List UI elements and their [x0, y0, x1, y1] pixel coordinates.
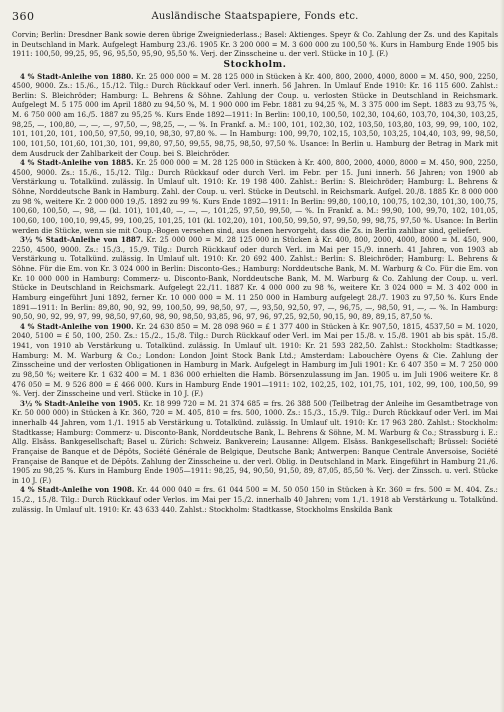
loan-text: Kr. 25 000 000 = M. 28 125 000 in Stücken à Kr. 400, 800, 2000, 4000, 8000 = M. 450, 900, 2250, 4500, 9000. Zs.: 15./6., 15./12. Tilg.: Durch Rückkauf oder durch Verl. im Febr. per 15. Juni innerh. 56 Jahren; von 1900 ab Verstärkung u. Totalkünd. zulässig. In Umlauf ult. 1910: Kr. 19 198 400. Zahlst.: Berlin: S. Bleichröder; Hamburg: L. Behrens & Söhne, Norddeutsche Bank in Hamburg. Zahl. der Coup. u. verl. Stücke in Deutschl. in Reichsmark. Aufgel. 20./8. 1885 Kr. 8 000 000 zu 98 %, weitere Kr. 2 000 000 19./5. 1892 zu 99 %. Kurs Ende 1892—1911: In Berlin: 99,80, 100,10, 100,75, 102,30, 101,30, 100,75, 100,60, 100,50, —, 98, — (kl. 101), 101,40, —, —, —, 101,25, 97,50, 99,50, — %. In Frankf. a. M.: 99,90, 100, 99,70, 102, 101,05, 100,60, 100, 100,10, 99,45, 99, 100,25, 101,25, 101 (kl. 102,20), 101, 100,50, 99,50, 97, 99,50, 99, 98,75, 97,50 %. Usance: In Berlin werden die Stücke, wenn sie mit Coup.-Bogen versehen sind, aus denen hervorgeht, dass die Zs. in Berlin zahlbar sind, geliefert.: [12, 158, 499, 235]
page-header: [12, 10, 498, 30]
loan-paragraph: [12, 485, 498, 514]
loan-text: Kr. 25 000 000 = M. 28 125 000 in Stücken à Kr. 400, 800, 2000, 4000, 8000 = M. 450, 900, 2250, 4500, 9000. Zs.: 15./6., 15./12. Tilg.: Durch Rückkauf oder Verl. innerh. 56 Jahren. In Umlauf Ende 1910: Kr. 16 115 600. Zahlst.: Berlin: S. Bleichröder; Hamburg: L. Behrens & Söhne. Zahlung der Coup. u. verlosten Stücke in Deutschland in Reichsmark. Aufgelegt M. 5 175 000 im April 1880 zu 94,50 %, M. 1 900 000 im Febr. 1881 zu 94,25 %, M. 3 375 000 im Sept. 1883 zu 93,75 %, M. 6 750 000 am 16./5. 1887 zu 95,25 %. Kurs Ende 1892—1911: In Berlin: 100,10, 100,50, 102,30, 104,60, 103,70, 104,30, 103,25, 98,25, —, 100,80, —, —, —, 97,50, —, 98,25, —, — %. In Frankf. a. M.: 100, 101, 102,30, 102, 103,50, 103,80, 103, 99, 99, 100, 102, 101, 101,20, 101, 100,50, 97,50, 99,10, 98,30, 97,80 %. — In Hamburg: 100, 99,70, 102,15, 103,50, 103,25, 104,40, 103, 99, 98,50, 100, 101,50, 101,60, 101,30, 101, 99,80, 97,50, 99,55, 98,75, 98,50, 97,50 %. Usance: In Berlin u. Hamburg der Betrag in Mark mit dem Ausdruck der Zahlbarkeit der Coup. bei S. Bleichröder.: [12, 71, 499, 158]
loan-heading: 3½ % Stadt-Anleihe von 1887.: [20, 235, 144, 245]
loan-paragraph: [12, 235, 498, 322]
page-number: 360: [12, 10, 35, 23]
loan-heading: 4 % Stadt-Anleihe von 1885.: [20, 158, 134, 168]
loan-heading: 3½ % Stadt-Anleihe von 1905.: [20, 398, 141, 408]
loan-heading: 4 % Stadt-Anleihe von 1900.: [20, 321, 134, 331]
intro-paragraph: Corvin; Berlin: Dresdner Bank sowie deren übrige Zweigniederlass.; Basel: Aktienges. Speyr & Co. Zahlung der Zs. und des Kapitals in Deutschland in Mark. Aufgelegt Hamburg 23./6. 1905 Kr. 3 200 000 = M. 3 600 000 zu 100,50 %. Kurs in Hamburg Ende 1905 bis 1911: 100,50, 99,25, 95, 96, 95,50, 95,90, 95,50 %. Verj. der Zinsscheine u. der verl. Stücke in 10 J. (F.): [12, 30, 498, 59]
loan-heading: 4 % Stadt-Anleihe von 1908.: [20, 485, 135, 495]
loan-text: Kr. 44 000 040 = frs. 61 044 500 = M. 50 050 150 in Stücken à Kr. 360 = frs. 500 = M. 404. Zs.: 15./2., 15./8. Tilg.: Durch Rückkauf oder Verlos. im Mai per 15./2. innerhalb 40 Jahren; vom 1./1. 1918 ab Verstärkung u. Totalkünd. zulässig. In Umlauf ult. 1910: Kr. 43 633 440. Zahlst.: Stockholm: Stadtkasse, Stockholms Enskilda Bank: [12, 485, 498, 514]
loan-paragraph: [12, 72, 498, 159]
loan-text: Kr. 25 000 000 = M. 28 125 000 in Stücken à Kr. 400, 800, 2000, 4000, 8000 = M. 450, 900, 2250, 4500, 9000. Zs.: 15./3., 15./9. Tilg.: Durch Rückkauf oder durch Verl. im Mai per 15./9. innerh. 41 Jahren, von 1903 ab Verstärkung u. Totalkünd. zulässig. In Umlauf ult. 1910: Kr. 20 692 400. Zahlst.: Berlin: S. Bleichröder; Hamburg: L. Behrens & Söhne. Für die Em. von Kr. 3 024 000 in Berlin: Disconto-Ges.; Hamburg: Norddeutsche Bank, M. M. Warburg & Co. Für die Em. von Kr. 10 000 000 in Hamburg: Commerz- u. Disconto-Bank, Norddeutsche Bank, M. M. Warburg & Co. Zahlung der Coup. u. verl. Stücke in Deutschland in Reichsmark. Aufgelegt 22./11. 1887 Kr. 4 000 000 zu 98 %, weitere Kr. 3 024 000 = M. 3 402 000 in Hamburg eingeführt Juni 1892, ferner Kr. 10 000 000 = M. 11 250 000 in Hamburg aufgelegt 28./7. 1903 zu 97,50 %. Kurs Ende 1891—1911: In Berlin: 89,80, 90, 92, 99, 100,50, 99, 98,50, 97, —, 93,50, 92,50, 97, —, 96,75, —, 98,50, 91, —, — %. In Hamburg: 90,50, 90, 92, 99, 97, 99, 98,50, 97,60, 98, 90, 98,50, 93,85, 96, 97, 96, 97,25, 92,50, 90,15, 90, 89, 89,15, 87,50 %.: [12, 235, 498, 322]
loan-text: Kr. 18 999 720 = M. 21 374 685 = frs. 26 388 500 (Teilbetrag der Anleihe im Gesamtbetrage von Kr. 50 000 000) in Stücken à Kr. 360, 720 = M. 405, 810 = frs. 500, 1000. Zs.: 15./3., 15./9. Tilg.: Durch Rückkauf oder Verl. im Mai innerhalb 44 Jahren, vom 1./1. 1915 ab Verstärkung u. Totalkünd. zulässig. In Umlauf ult. 1910: Kr. 17 963 280. Zahlst.: Stockholm: Stadtkasse; Hamburg: Commerz- u. Disconto-Bank, Norddeutsche Bank, L. Behrens & Söhne, M. M. Warburg & Co.; Strassburg i. E.: Allg. Elsäss. Bankgesellschaft; Basel u. Zürich: Schweiz. Bankverein; Lausanne: Allgem. Elsäss. Bankgesellschaft; Brüssel: Société Française de Banque et de Dépôts, Société Générale de Belgique, Deutsche Bank; Antwerpen: Banque Centrale Anversoise, Société Française de Banque et de Dépôts. Zahlung der Zinsscheine u. der verl. Oblig. in Deutschland in Mark. Eingeführt in Hamburg 21./6. 1905 zu 98,25 %. Kurs in Hamburg Ende 1905—1911: 98,25, 94, 90,50, 91,50, 89, 87,05, 85,50 %. Verj. der Zinssch. u. verl. Stücke in 10 J. (F.): [12, 398, 499, 485]
loan-paragraph: [12, 399, 498, 486]
running-title: Ausländische Staatspapiere, Fonds etc.: [151, 11, 359, 22]
loan-paragraph: [12, 158, 498, 235]
page-edge-shadow: [500, 0, 504, 712]
loan-paragraph: [12, 322, 498, 399]
body-text: [12, 30, 498, 514]
loan-heading: 4 % Stadt-Anleihe von 1880.: [20, 71, 134, 81]
loan-text: Kr. 24 630 850 = M. 28 098 960 = £ 1 377 400 in Stücken à Kr. 907,50, 1815, 4537,50 = M. 1020, 2040, 5100 = £ 50, 100, 250. Zs.: 15./2., 15./8. Tilg.: Durch Rückkauf oder Verl. im Mai per 15./8. v. 15./8. 1901 ab bis spät. 15./8. 1941, von 1910 ab Verstärkung u. Totalkünd. zulässig. In Umlauf ult. 1910: Kr. 21 593 282,50. Zahlst.: Stockholm: Stadtkasse; Hamburg: M. M. Warburg & Co.; London: London Joint Stock Bank Ltd.; Amsterdam: Labouchère Oyens & Cie. Zahlung der Zinsscheine und der verlosten Obligationen in Hamburg in Mark. Aufgelegt in Hamburg im Juli 1901: Kr. 6 407 350 = M. 7 250 000 zu 98,50 %; weitere Kr. 1 632 400 = M. 1 836 000 erhielten die Hamb. Börsenzulassung im Jan. 1905 u. im Juli 1906 weitere Kr. 8 476 050 = M. 9 526 800 = £ 466 000. Kurs in Hamburg Ende 1901—1911: 102, 102,25, 102, 101,75, 101, 102, 99, 100, 100,50, 99 %. Verj. der Zinsscheine und verl. Stücke in 10 J. (F.): [12, 321, 498, 399]
section-title: Stockholm.: [223, 59, 287, 70]
